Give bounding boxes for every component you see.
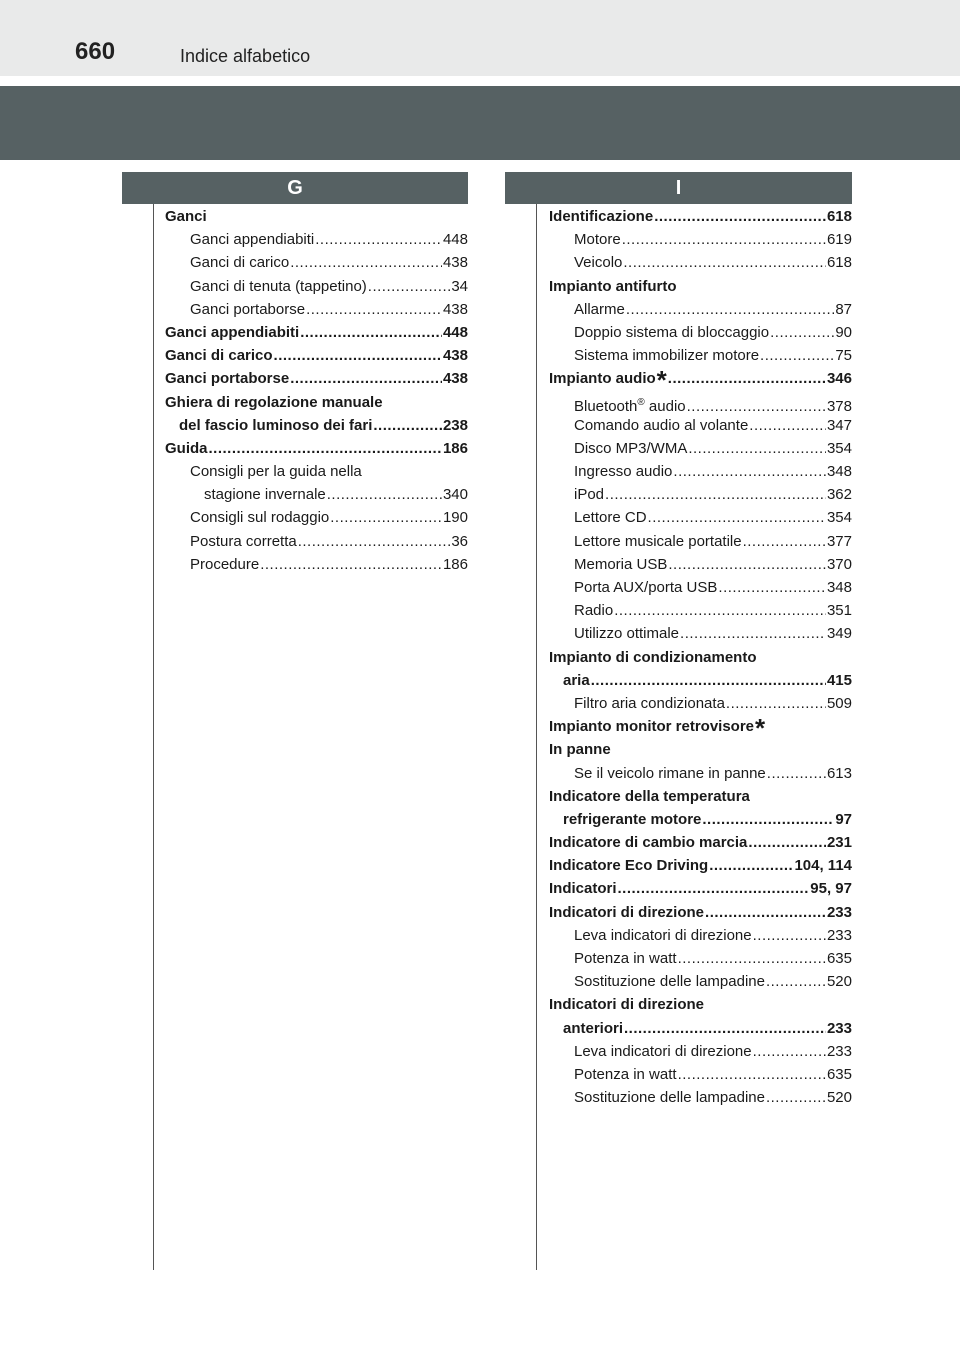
entry-term-text: iPod: [574, 486, 605, 504]
page-reference: 233: [826, 903, 852, 921]
dot-leader: [766, 970, 826, 993]
dot-leader: [770, 321, 834, 344]
page-reference: 438: [442, 300, 468, 318]
page-reference: 618: [826, 254, 852, 272]
entry-term-text: Allarme: [574, 300, 625, 318]
entry-term-text: Ganci: [165, 208, 207, 225]
entry-term-text: Motore: [574, 231, 621, 249]
index-entry: [549, 576, 852, 599]
index-entry: [549, 460, 852, 483]
column-divider-right: [536, 204, 537, 1270]
entry-term-text: Sostituzione delle lampadine: [574, 1089, 765, 1107]
dot-leader: [668, 553, 826, 576]
entry-term: [574, 599, 613, 622]
index-entry: [165, 483, 468, 506]
entry-term-text: Lettore musicale portatile: [574, 532, 742, 550]
index-entry: [549, 901, 852, 924]
entry-term-text: Doppio sistema di bloccaggio: [574, 323, 770, 341]
entry-term-text: Leva indicatori di direzione: [574, 926, 752, 944]
dot-leader: [668, 367, 826, 390]
entry-term: [574, 553, 667, 576]
page-reference: 186: [442, 555, 468, 573]
entry-term: [563, 669, 590, 692]
page-reference: 238: [442, 416, 468, 434]
entry-term: [190, 275, 367, 298]
entry-term: [574, 576, 717, 599]
index-entry: [549, 251, 852, 274]
page-reference: 378: [826, 397, 852, 415]
index-column-i: [549, 205, 852, 1109]
dot-leader: [760, 344, 834, 367]
entry-term-text: Porta AUX/porta USB: [574, 579, 718, 596]
entry-term: [549, 205, 653, 228]
entry-term-text: Impianto antifurto: [549, 277, 677, 295]
dot-leader: [605, 483, 826, 506]
entry-term: [574, 692, 725, 715]
entry-term-text: Utilizzo ottimale: [574, 625, 680, 643]
dot-leader: [300, 321, 442, 344]
page-reference: 95, 97: [810, 880, 852, 898]
entry-term-text: In panne: [549, 741, 611, 759]
dot-leader: [766, 1086, 826, 1109]
page-number: 660: [75, 38, 116, 65]
entry-term-text: Veicolo: [574, 254, 623, 272]
page-reference: 362: [826, 486, 852, 504]
page-reference: 190: [442, 509, 468, 527]
page-reference: 509: [826, 694, 852, 712]
index-entry: [549, 365, 852, 396]
index-entry: [549, 391, 852, 414]
dot-leader: [623, 251, 826, 274]
entry-term-text: aria: [563, 671, 590, 689]
index-entry: [549, 275, 852, 298]
index-entry: [549, 1086, 852, 1109]
entry-term-text: Ganci portaborse: [165, 370, 290, 388]
entry-term: [179, 414, 372, 437]
entry-term: [165, 367, 289, 390]
entry-term-text: Filtro aria condizionata: [574, 694, 725, 712]
page-reference: 370: [826, 555, 852, 573]
entry-term-text: Ganci di tenuta (tappetino): [190, 277, 367, 295]
index-entry: [549, 483, 852, 506]
page-reference: 635: [826, 950, 852, 967]
entry-term-text: stagione invernale: [204, 486, 326, 504]
page-reference: 346: [826, 370, 852, 388]
dot-leader: [298, 530, 451, 553]
page-reference: 438: [442, 370, 468, 388]
entry-term-text: Radio: [574, 602, 614, 620]
dot-leader: [673, 460, 826, 483]
dot-leader: [274, 344, 442, 367]
entry-term: [165, 391, 383, 414]
entry-term: [574, 414, 748, 437]
entry-term-text: Sistema immobilizer motore: [574, 347, 760, 365]
index-entry: [549, 785, 852, 808]
entry-term-text: Indicatori di direzione: [549, 996, 705, 1014]
entry-term-text: Indicatore di cambio marcia: [549, 834, 748, 852]
index-entry: [165, 251, 468, 274]
entry-term-text: Sostituzione delle lampadine: [574, 973, 765, 991]
letter-header-i: I: [505, 172, 852, 204]
entry-term-text: Memoria USB: [574, 555, 668, 573]
index-entry: [549, 993, 852, 1016]
entry-term-text: Se il veicolo rimane in panne: [574, 764, 766, 782]
page-reference: 520: [826, 1089, 852, 1107]
entry-term-text: Ganci appendiabiti: [165, 323, 300, 341]
dot-leader: [743, 530, 826, 553]
entry-term-text: Ghiera di regolazione manuale: [165, 393, 383, 411]
dot-leader: [209, 437, 442, 460]
index-entry: [549, 831, 852, 854]
entry-term-text: refrigerante motore: [563, 810, 702, 828]
dot-leader: [718, 576, 826, 599]
page-reference: 348: [826, 579, 852, 596]
page-reference: 233: [826, 1042, 852, 1060]
page-reference: 438: [442, 347, 468, 365]
index-entry: [165, 205, 468, 228]
section-title: Indice alfabetico: [180, 46, 311, 66]
index-entry: [549, 877, 852, 900]
index-entry: [549, 622, 852, 645]
page-reference: 97: [835, 810, 852, 828]
index-entry: [549, 970, 852, 993]
index-entry: [549, 762, 852, 785]
index-entry: [549, 1063, 852, 1086]
entry-term: [165, 205, 207, 228]
entry-term-text: Indicatore della temperatura: [549, 787, 750, 805]
page-reference: 448: [442, 323, 468, 341]
entry-term-text: Consigli per la guida nella: [190, 463, 362, 481]
index-entry: [165, 553, 468, 576]
entry-term: [574, 1040, 752, 1063]
index-entry: [549, 669, 852, 692]
page-reference: 619: [826, 231, 852, 249]
index-entry: [165, 367, 468, 390]
index-entry: [549, 646, 852, 669]
entry-term: [190, 553, 259, 576]
index-entry: [165, 460, 468, 483]
dot-leader: [591, 669, 826, 692]
index-entry: [549, 205, 852, 228]
page-reference: 340: [442, 486, 468, 504]
column-divider-left: [153, 204, 154, 1270]
index-entry: [549, 947, 852, 970]
entry-term: [574, 298, 625, 321]
entry-term-text: del fascio luminoso dei fari: [179, 416, 373, 434]
index-entry: [165, 437, 468, 460]
page-reference: 104, 114: [794, 857, 852, 875]
dot-leader: [290, 251, 442, 274]
entry-term: [574, 251, 622, 274]
entry-term: [549, 275, 677, 298]
entry-term: [574, 530, 742, 553]
dot-leader: [678, 1063, 826, 1086]
dot-leader: [654, 205, 826, 228]
entry-term: [549, 877, 617, 900]
entry-term: [549, 785, 750, 808]
dot-leader: [753, 924, 826, 947]
page-reference: 233: [826, 1019, 852, 1037]
entry-term: [190, 228, 314, 251]
index-entry: [549, 692, 852, 715]
entry-term-text: Indicatori: [549, 880, 617, 898]
entry-term: [574, 970, 765, 993]
page-reference: 75: [835, 347, 852, 365]
page-reference: 349: [826, 625, 852, 643]
index-entry: [549, 1017, 852, 1040]
entry-term-text: Potenza in watt: [574, 950, 677, 967]
index-entry: [165, 414, 468, 437]
entry-term: [574, 437, 687, 460]
index-entry: [549, 437, 852, 460]
page-reference: 377: [826, 532, 852, 550]
entry-term-text: Impianto di condizionamento: [549, 648, 757, 666]
entry-term: [574, 1086, 765, 1109]
footnote-asterisk: *: [656, 365, 667, 396]
index-entry: [165, 506, 468, 529]
index-entry: [165, 228, 468, 251]
entry-term-text: Identificazione: [549, 208, 654, 225]
index-entry: [165, 530, 468, 553]
entry-term-text: Leva indicatori di direzione: [574, 1042, 752, 1060]
page-reference: 448: [442, 231, 468, 249]
index-entry: [549, 924, 852, 947]
dot-leader: [688, 437, 826, 460]
entry-term: [549, 831, 747, 854]
index-entry: [549, 298, 852, 321]
letter-header-g: G: [122, 172, 468, 204]
index-entry: [549, 414, 852, 437]
entry-term-text: Ganci di carico: [165, 347, 273, 365]
entry-term: [563, 1017, 623, 1040]
dot-leader: [614, 599, 826, 622]
page-reference: 231: [826, 834, 852, 852]
dot-leader: [678, 947, 826, 970]
entry-term: [190, 251, 289, 274]
index-entry: [549, 228, 852, 251]
index-entry: [549, 553, 852, 576]
index-entry: [549, 1040, 852, 1063]
dot-leader: [767, 762, 826, 785]
index-entry: [165, 391, 468, 414]
entry-term-text: Indicatore Eco Driving: [549, 857, 709, 875]
dot-leader: [705, 901, 826, 924]
entry-term-text: Lettore CD: [574, 509, 647, 527]
entry-term-text: Guida: [165, 439, 208, 457]
entry-term-text: Procedure: [190, 555, 260, 573]
index-entry: [549, 506, 852, 529]
entry-term: [574, 460, 672, 483]
index-entry: [165, 275, 468, 298]
page-reference: 618: [826, 208, 852, 225]
entry-term-text: Bluetooth: [574, 397, 638, 415]
page-reference: 354: [826, 509, 852, 527]
dot-leader: [626, 298, 834, 321]
entry-term-text: Ganci di carico: [190, 254, 290, 272]
index-entry: [549, 738, 852, 761]
dot-leader: [624, 1017, 826, 1040]
entry-term: [190, 530, 297, 553]
page-header-bar: [0, 0, 960, 76]
entry-term-text: Consigli sul rodaggio: [190, 509, 330, 527]
index-entry: [549, 530, 852, 553]
dot-leader: [702, 808, 834, 831]
page-reference: 613: [826, 764, 852, 782]
entry-term-text: Ganci appendiabiti: [190, 231, 315, 249]
index-entry: [165, 298, 468, 321]
page-reference: 186: [442, 439, 468, 457]
index-entry: [549, 599, 852, 622]
page-reference: 347: [826, 416, 852, 434]
entry-term: [574, 483, 604, 506]
entry-term-text: Postura corretta: [190, 532, 297, 550]
entry-term: [574, 947, 677, 970]
entry-term-text: Indicatori di direzione: [549, 903, 705, 921]
dot-leader: [373, 414, 442, 437]
index-entry: [549, 808, 852, 831]
dot-leader: [709, 854, 793, 877]
dot-leader: [680, 622, 826, 645]
entry-term-text: Ingresso audio: [574, 463, 673, 481]
dot-leader: [648, 506, 826, 529]
registered-mark: ®: [637, 396, 645, 408]
index-entry: [549, 344, 852, 367]
entry-term: [549, 713, 766, 744]
entry-term-text: Comando audio al volante: [574, 416, 749, 434]
entry-term: [549, 365, 667, 396]
page-reference: 87: [835, 300, 852, 318]
page-reference: 233: [826, 926, 852, 944]
entry-term: [549, 901, 704, 924]
entry-term-text: Disco MP3/WMA: [574, 439, 688, 457]
dot-leader: [753, 1040, 826, 1063]
dot-leader: [315, 228, 442, 251]
dot-leader: [726, 692, 826, 715]
dot-leader: [622, 228, 826, 251]
footnote-asterisk: *: [755, 713, 766, 744]
entry-term: [574, 924, 752, 947]
entry-term: [165, 321, 299, 344]
entry-term: [165, 437, 208, 460]
index-entry: [549, 321, 852, 344]
dot-leader: [306, 298, 442, 321]
entry-term: [574, 622, 679, 645]
dot-leader: [748, 831, 826, 854]
entry-term: [574, 321, 769, 344]
index-entry: [165, 321, 468, 344]
entry-term: [204, 483, 326, 506]
page-reference: 351: [826, 602, 852, 620]
entry-term: [549, 738, 611, 761]
entry-term: [574, 762, 766, 785]
page-reference: 348: [826, 463, 852, 481]
index-entry: [165, 344, 468, 367]
index-entry: [549, 854, 852, 877]
header-band: [0, 86, 960, 160]
entry-term: [563, 808, 701, 831]
dot-leader: [749, 414, 826, 437]
entry-term: [549, 646, 757, 669]
page-reference: 34: [451, 277, 468, 295]
page-reference: 520: [826, 973, 852, 991]
entry-term: [190, 506, 329, 529]
entry-term: [574, 1063, 677, 1086]
entry-term-suffix: audio: [644, 397, 686, 415]
entry-term: [549, 993, 704, 1016]
page-reference: 36: [451, 532, 468, 550]
entry-term: [165, 344, 273, 367]
index-column-g: [165, 205, 468, 576]
entry-term-text: Ganci portaborse: [190, 300, 306, 318]
page-reference: 90: [835, 323, 852, 341]
dot-leader: [618, 877, 810, 900]
dot-leader: [368, 275, 451, 298]
entry-term: [549, 854, 708, 877]
entry-term: [190, 460, 362, 483]
entry-term-text: Potenza in watt: [574, 1065, 677, 1083]
entry-term: [190, 298, 305, 321]
entry-term-text: anteriori: [563, 1019, 624, 1037]
entry-term: [574, 344, 759, 367]
entry-term-text: Impianto monitor retrovisore: [549, 718, 755, 736]
dot-leader: [327, 483, 442, 506]
dot-leader: [290, 367, 442, 390]
page-reference: 635: [826, 1065, 852, 1083]
entry-term: [574, 506, 647, 529]
entry-term-text: Impianto audio: [549, 370, 656, 388]
index-entry: [549, 713, 852, 744]
entry-term: [574, 228, 621, 251]
dot-leader: [330, 506, 442, 529]
dot-leader: [260, 553, 442, 576]
page-reference: 354: [826, 439, 852, 457]
page-reference: 415: [826, 671, 852, 689]
page-reference: 438: [442, 254, 468, 272]
